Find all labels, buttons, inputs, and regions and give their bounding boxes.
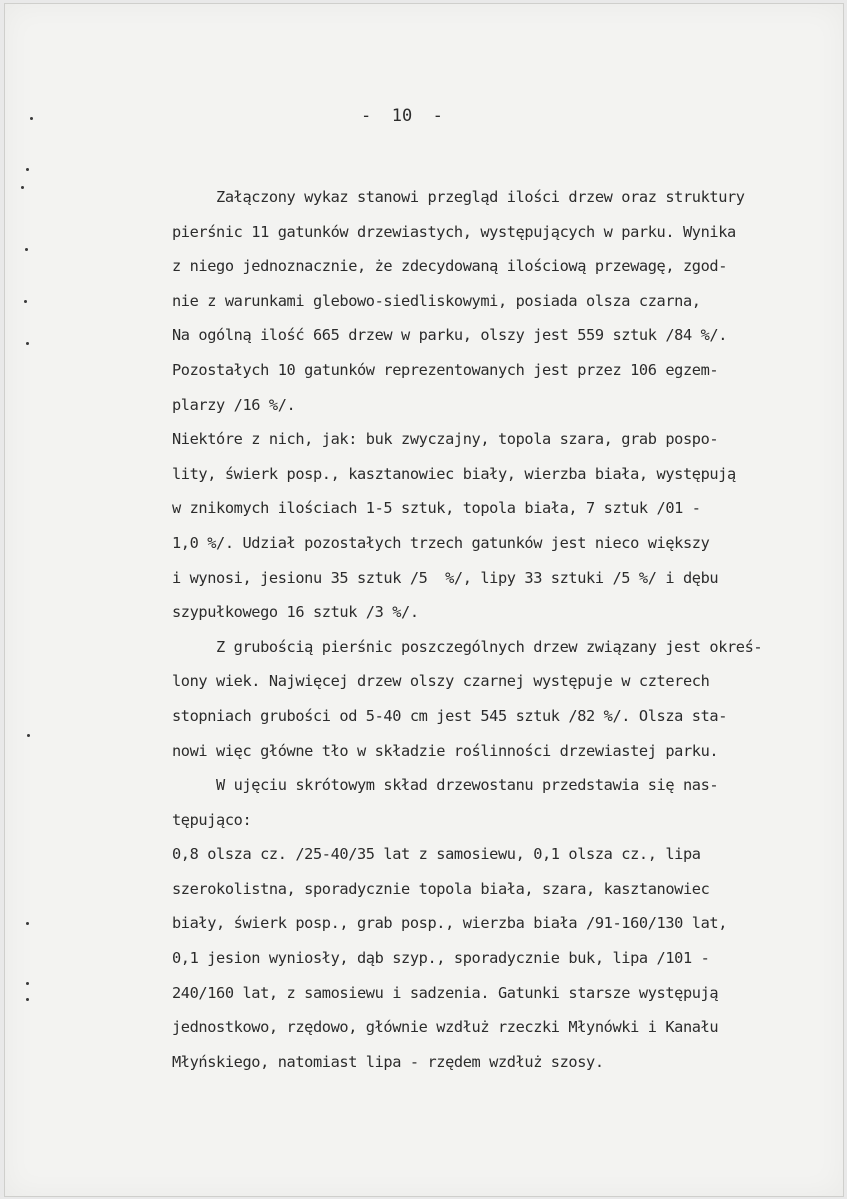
text-line: plarzy /16 %/. <box>172 395 296 414</box>
text-line: Załączony wykaz stanowi przegląd ilości drzew oraz struktury <box>172 188 745 206</box>
text-line: Niektóre z nich, jak: buk zwyczajny, topola szara, grab pospo- <box>172 430 719 449</box>
margin-mark <box>26 982 29 985</box>
text-line: tępująco: <box>172 810 252 829</box>
margin-mark <box>21 186 24 189</box>
text-line: 0,1 jesion wyniosły, dąb szyp., sporadycznie buk, lipa /101 - <box>172 949 710 968</box>
text-line: 0,8 olsza cz. /25-40/35 lat z samosiewu, 0,1 olsza cz., lipa <box>172 845 701 864</box>
text-line: z niego jednoznacznie, że zdecydowaną ilościową przewagę, zgod- <box>172 257 727 276</box>
body-text <box>172 180 842 1079</box>
margin-mark <box>26 922 29 925</box>
margin-mark <box>26 998 29 1001</box>
text-line: nowi więc główne tło w składzie roślinności drzewiastej parku. <box>172 741 719 760</box>
text-line: 240/160 lat, z samosiewu i sadzenia. Gatunki starsze występują <box>172 983 719 1002</box>
text-line: jednostkowo, rzędowo, głównie wzdłuż rzeczki Młynówki i Kanału <box>172 1018 719 1037</box>
text-line: szypułkowego 16 sztuk /3 %/. <box>172 603 419 622</box>
page-number: - 10 - <box>361 106 443 126</box>
text-line: stopniach grubości od 5-40 cm jest 545 sztuk /82 %/. Olsza sta- <box>172 706 727 725</box>
margin-mark <box>24 300 27 303</box>
text-line: Pozostałych 10 gatunków reprezentowanych jest przez 106 egzem- <box>172 360 719 379</box>
margin-mark <box>26 342 29 345</box>
text-line: 1,0 %/. Udział pozostałych trzech gatunków jest nieco większy <box>172 533 710 552</box>
text-line: biały, świerk posp., grab posp., wierzba biała /91-160/130 lat, <box>172 914 727 933</box>
text-line: Z grubością pierśnic poszczególnych drzew związany jest okreś- <box>172 637 763 656</box>
text-line: W ujęciu skrótowym skład drzewostanu przedstawia się nas- <box>172 776 719 795</box>
margin-mark <box>30 117 33 120</box>
margin-mark <box>25 248 28 251</box>
text-line: lity, świerk posp., kasztanowiec biały, wierzba biała, występują <box>172 464 736 483</box>
margin-mark <box>26 168 29 171</box>
margin-mark <box>27 734 30 737</box>
text-line: lony wiek. Najwięcej drzew olszy czarnej występuje w czterech <box>172 672 710 691</box>
text-line: Młyńskiego, natomiast lipa - rzędem wzdłuż szosy. <box>172 1052 604 1071</box>
text-line: nie z warunkami glebowo-siedliskowymi, posiada olsza czarna, <box>172 291 701 310</box>
text-line: szerokolistna, sporadycznie topola biała, szara, kasztanowiec <box>172 879 710 898</box>
text-line: Na ogólną ilość 665 drzew w parku, olszy jest 559 sztuk /84 %/. <box>172 326 727 345</box>
text-line: w znikomych ilościach 1-5 sztuk, topola biała, 7 sztuk /01 - <box>172 499 701 518</box>
text-line: i wynosi, jesionu 35 sztuk /5 %/, lipy 33 sztuki /5 %/ i dębu <box>172 568 719 587</box>
text-line: pierśnic 11 gatunków drzewiastych, występujących w parku. Wynika <box>172 222 736 241</box>
